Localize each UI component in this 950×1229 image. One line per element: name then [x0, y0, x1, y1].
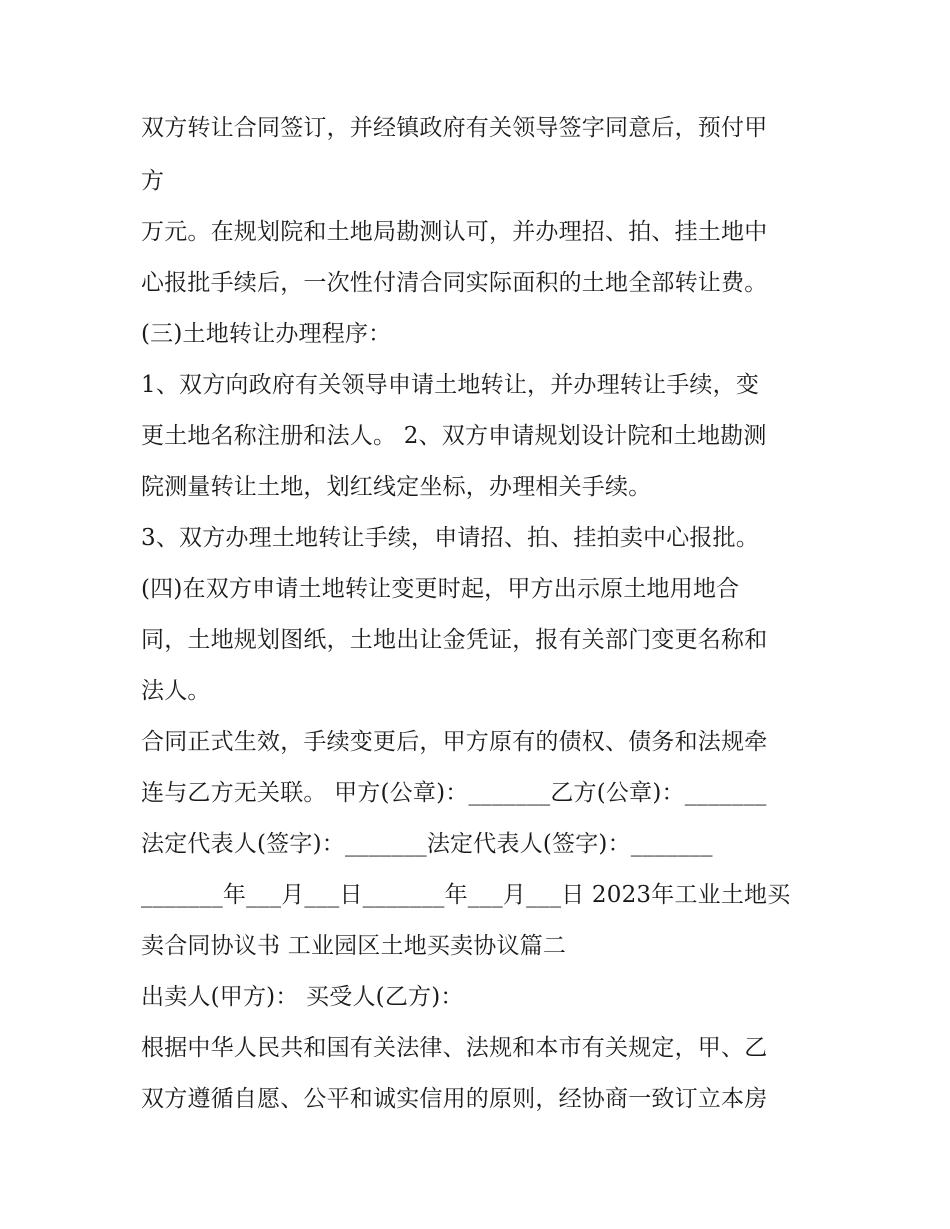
text-line: 法人。	[141, 678, 211, 704]
text-line: 1、双方向政府有关领导申请土地转让，并办理转让手续，变	[141, 372, 760, 398]
signature-line: 连与乙方无关联。 甲方(公章)：_______乙方(公章)：_______	[141, 780, 767, 806]
text-line: 更土地名称注册和法人。 2、双方申请规划设计院和土地勘测	[141, 423, 767, 449]
text-line: 卖合同协议书 工业园区土地买卖协议篇二	[141, 933, 567, 959]
text-line: 根据中华人民共和国有关法律、法规和本市有关规定，甲、乙	[141, 1035, 768, 1061]
text-line: 院测量转让土地，划红线定坐标，办理相关手续。	[141, 474, 652, 500]
text-line: 同，土地规划图纸，土地出让金凭证，报有关部门变更名称和	[141, 627, 768, 653]
section-heading: (三)土地转让办理程序：	[141, 321, 392, 347]
text-line: (四)在双方申请土地转让变更时起，甲方出示原土地用地合	[141, 576, 740, 602]
text-line: 合同正式生效，手续变更后，甲方原有的债权、债务和法规牵	[141, 729, 768, 755]
text-line: 出卖人(甲方)： 买受人(乙方)：	[141, 984, 464, 1010]
text-line: 双方遵循自愿、公平和诚实信用的原则，经协商一致订立本房	[141, 1086, 768, 1112]
text-line: 3、双方办理土地转让手续，申请招、拍、挂拍卖中心报批。	[141, 525, 760, 551]
date-line: _______年___月___日_______年___月___日 2023年工业土地买	[141, 882, 791, 908]
text-line: 方	[141, 168, 165, 194]
text-line: 心报批手续后，一次性付清合同实际面积的土地全部转让费。	[141, 270, 768, 296]
signature-line: 法定代表人(签字)：_______法定代表人(签字)：_______	[141, 831, 713, 857]
text-line: 万元。在规划院和土地局勘测认可，并办理招、拍、挂土地中	[141, 219, 768, 245]
text-line: 双方转让合同签订，并经镇政府有关领导签字同意后，预付甲	[141, 115, 768, 141]
